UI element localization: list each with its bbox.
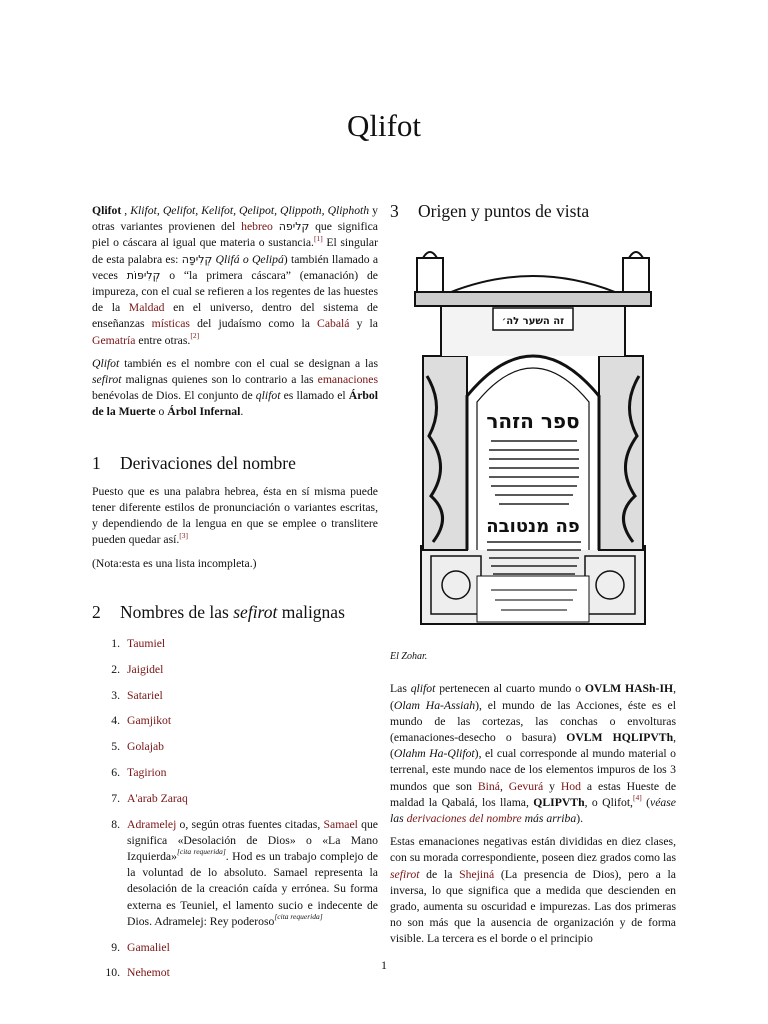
text: pertenecen al cuarto mundo o: [435, 682, 585, 696]
text: entre otras.: [135, 333, 191, 347]
section-3-title: Origen y puntos de vista: [418, 201, 590, 221]
zohar-header-text: זה השער לה׳: [501, 316, 565, 328]
wiki-link[interactable]: Gevurá: [508, 779, 544, 793]
list-item: [92, 662, 378, 678]
text: (: [641, 795, 651, 809]
text: ).: [576, 812, 584, 826]
wiki-link[interactable]: derivaciones del nombre: [406, 812, 522, 826]
list-number: 5.: [111, 740, 120, 754]
text: o, según otras fuentes citadas,: [176, 817, 324, 831]
list-number: 8.: [111, 817, 120, 831]
text: . Hod es un trabajo complejo de la voluntad de lo absoluto. Samael representa la desolación de la creación caída y errónea. Su forma externa es Teuniel, el lamento sucio e indecente de Dios. Adramelej: Rey poderoso: [127, 850, 378, 928]
reference-link[interactable]: [2]: [190, 330, 200, 340]
italic-text: qlifot: [410, 682, 436, 696]
list-number: 7.: [111, 791, 120, 805]
list-item: [92, 817, 378, 930]
intro-paragraph-1: [92, 203, 378, 349]
list-text: [127, 817, 378, 930]
list-item: [92, 940, 378, 956]
wiki-link[interactable]: Jaigidel: [127, 662, 164, 676]
citation-needed: [cita requerida]: [176, 847, 226, 857]
italic-text: más arriba: [521, 812, 577, 826]
text: ) también llamado a veces: [92, 252, 379, 282]
italic-text: Qlifá o Qelipá: [215, 252, 284, 266]
zohar-engraving-image: [401, 246, 665, 630]
text: Estas emanaciones negativas están divididas en diez clases, con su morada correspondiente, poseen diez grados como las: [390, 835, 676, 865]
text: también es el nombre con el cual se designan a las: [119, 356, 378, 370]
list-number: 1.: [111, 637, 120, 651]
text: ,: [121, 204, 131, 217]
section-2-title-pre: Nombres de las: [120, 601, 234, 622]
text: de la: [419, 867, 460, 881]
wiki-link[interactable]: Gematría: [92, 333, 136, 347]
list-text: [127, 713, 378, 729]
wiki-link[interactable]: Adramelej: [127, 817, 177, 831]
italic-text: Klifot, Qelifot, Kelifot, Qelipot, Qlippoth, Qliphoth: [130, 204, 370, 217]
list-number: 10.: [105, 966, 120, 980]
text: que significa piel o cáscara al igual que materia o sustancia.: [92, 220, 378, 250]
list-item: [92, 791, 378, 807]
italic-text: véase las: [390, 795, 676, 826]
sefirot-list: [92, 636, 378, 982]
wiki-link[interactable]: Maldad: [128, 301, 165, 315]
list-item: [92, 765, 378, 781]
zohar-book-title: ספר הזהר: [486, 409, 580, 434]
text: .: [240, 405, 244, 419]
wiki-link[interactable]: hebreo: [241, 220, 273, 234]
text: o: [155, 405, 168, 419]
text: en el universo, dentro del sistema de enseñanzas: [92, 301, 378, 331]
italic-text: Olahm Ha-Qlifot: [393, 747, 475, 761]
list-text: [127, 636, 378, 652]
text: y la: [349, 317, 378, 331]
section-1-number: 1: [92, 452, 101, 473]
page-title: Qlifot: [346, 108, 422, 143]
wiki-link[interactable]: Satariel: [127, 688, 163, 702]
reference-link[interactable]: [3]: [179, 530, 189, 540]
list-text: [127, 739, 378, 755]
list-number: 3.: [111, 688, 120, 702]
section-3-paragraph-1: [390, 681, 676, 827]
text: (La presencia de Dios), pero a la inversa, lo que significa que a medida que descienden en grado, aumenta su oscuridad e impurezas. Las dos primeras no son más que la ausencia de organización y de forma visible. La tercera es el borde o el principio: [390, 867, 676, 946]
list-item: [92, 713, 378, 729]
text: del judaísmo como la: [189, 317, 318, 331]
list-text: [127, 662, 378, 678]
wiki-link[interactable]: Nehemot: [127, 966, 170, 980]
section-3-number: 3: [390, 201, 399, 221]
list-item: [92, 636, 378, 652]
italic-text: Olam Ha-Assiah: [393, 698, 476, 712]
text: Las: [390, 682, 411, 696]
reference-link[interactable]: [1]: [313, 233, 323, 243]
wiki-link[interactable]: místicas: [151, 317, 190, 331]
zohar-title-page-figure: [390, 246, 676, 630]
text: ), el mundo de las Acciones, éste es el mundo de las cortezas, las conchas o envolturas (emanaciones-desecho o basura): [390, 698, 676, 745]
page-number: 1: [381, 958, 387, 972]
wiki-link[interactable]: Hod: [560, 779, 581, 793]
section-3-heading: [390, 203, 676, 219]
wiki-link[interactable]: Taumiel: [127, 637, 166, 651]
section-1-paragraph-2: [92, 556, 378, 572]
list-text: [127, 791, 378, 807]
hebrew-text: קְלִיפָּה: [181, 252, 213, 266]
bold-text: Qlifot: [92, 204, 122, 217]
reference-link[interactable]: [4]: [632, 792, 642, 802]
list-text: [127, 688, 378, 704]
bold-text: Árbol de la Muerte: [92, 389, 378, 419]
section-1-paragraph-1: [92, 484, 378, 549]
text: es llamado el: [280, 389, 349, 403]
wiki-link[interactable]: Biná: [477, 779, 500, 793]
wiki-link[interactable]: Samael: [323, 817, 358, 831]
right-column: [390, 203, 676, 948]
list-item: [92, 739, 378, 755]
text: ,: [499, 779, 509, 793]
wiki-link[interactable]: Golajab: [127, 740, 164, 754]
text: (Nota:esta es una lista incompleta.): [92, 556, 257, 570]
wiki-link[interactable]: A'arab Zaraq: [127, 791, 188, 805]
intro-paragraph-2: [92, 356, 378, 421]
italic-text: Qlifot: [92, 356, 120, 370]
text: , (: [390, 731, 676, 761]
bold-text: Árbol Infernal: [167, 405, 241, 419]
list-text: [127, 765, 378, 781]
section-2-heading: [92, 601, 378, 622]
text: y otras variantes provienen del: [92, 204, 379, 234]
wiki-link[interactable]: Cabalá: [317, 317, 350, 331]
section-2-title-em: sefirot: [233, 601, 278, 622]
wiki-link[interactable]: Gamaliel: [127, 940, 170, 954]
text: y: [543, 779, 561, 793]
text: , (: [390, 682, 677, 712]
list-number: 2.: [111, 662, 120, 676]
section-1-heading: [92, 452, 378, 473]
bold-text: OVLM HASh-IH: [584, 682, 674, 696]
bold-text: QLIPVTh: [533, 795, 585, 809]
section-1-title: Derivaciones del nombre: [120, 452, 296, 473]
list-number: 4.: [111, 714, 120, 728]
text: Puesto que es una palabra hebrea, ésta en sí misma puede tener diferente estilos de pronunciación o variantes escritas, y dependiendo de la lengua en que se emplee o translitere pueden quedar así.: [92, 484, 378, 547]
text: que significa «Desolación de Dios» o «La Mano Izquierda»: [127, 817, 378, 864]
citation-needed: [cita requerida]: [274, 911, 323, 921]
list-item: [92, 688, 378, 704]
wiki-link[interactable]: Tagirion: [127, 766, 167, 780]
bold-text: OVLM HQLIPVTh: [566, 731, 674, 745]
text: ), el cual corresponde al mundo material o terrenal, este mundo nace de los elementos impuros de los 3 mundos que son: [390, 747, 677, 793]
figure-caption: El Zohar.: [390, 651, 428, 663]
hebrew-text: קליפה: [278, 220, 310, 234]
list-number: 9.: [111, 940, 120, 954]
text: benévolas de Dios. El conjunto de: [92, 389, 256, 403]
wiki-link[interactable]: sefirot: [390, 867, 420, 881]
section-2-title-post: malignas: [277, 601, 345, 622]
wiki-link[interactable]: emanaciones: [317, 373, 378, 387]
wiki-link[interactable]: Gamjikot: [127, 714, 172, 728]
list-text: [127, 940, 378, 956]
italic-text: sefirot: [92, 373, 122, 387]
hebrew-text: קְלִיפּוֹת: [126, 268, 161, 282]
zohar-place-text: פה מנטובה: [486, 516, 580, 538]
text: malignas quienes son lo contrario a las: [121, 373, 318, 387]
left-column: [92, 203, 378, 991]
section-3-paragraph-2: [390, 834, 676, 947]
text: o “la primera cáscara” (emanación) de impureza, con el cual se refieren a los regentes de las huestes de la: [92, 268, 378, 315]
wiki-link[interactable]: Shejiná: [459, 867, 495, 881]
text: , o Qlifot,: [584, 795, 633, 809]
list-number: 6.: [111, 766, 120, 780]
text: El singular de esta palabra es:: [92, 236, 378, 266]
section-2-number: 2: [92, 601, 101, 622]
italic-text: qlifot: [255, 389, 281, 403]
text: a estas Hueste de maldad la Qabalá, los llama,: [390, 779, 677, 809]
